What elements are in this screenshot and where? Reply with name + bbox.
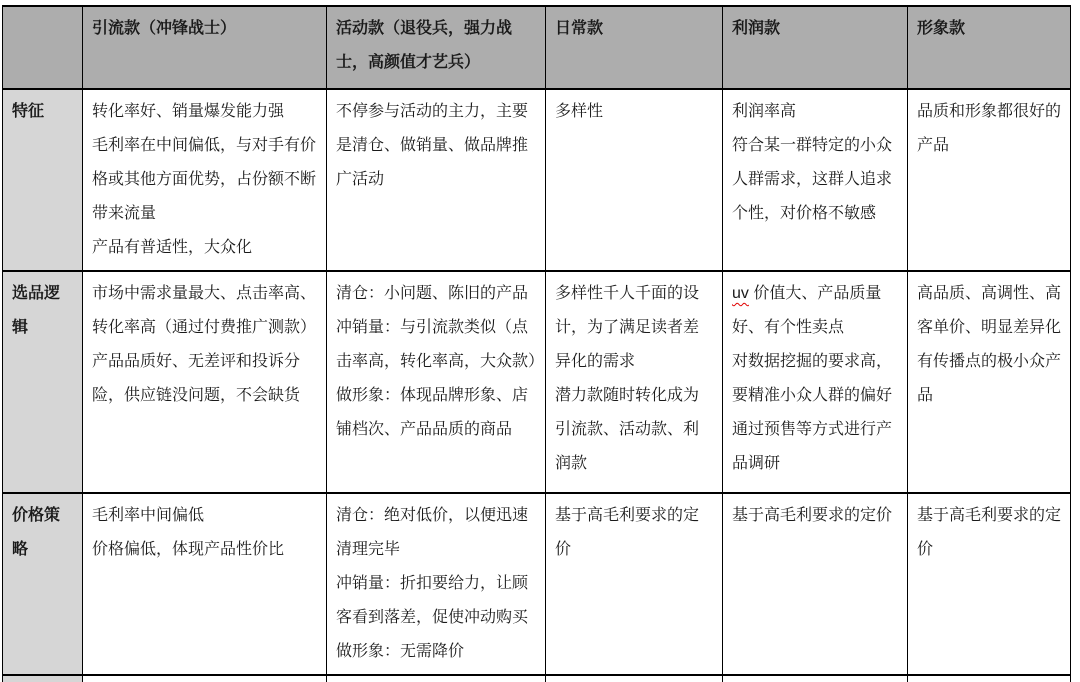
table-cell [83,675,327,682]
table-row [3,89,1071,271]
table-cell [327,271,546,493]
misspelled-word: uv [732,285,749,302]
product-strategy-table [2,5,1071,682]
column-header: 引流款（冲锋战士） [83,6,327,89]
cell-paragraph: 符合某一群特定的小众人群需求，这群人追求个性，对价格不敏感 [732,137,893,222]
table-header [3,6,1071,89]
cell-paragraph: 基于高毛利要求的定价 [732,507,893,524]
row-header: 价格策略 [3,493,83,675]
cell-paragraph: 冲销量：与引流款类似（点击率高，转化率高，大众款） [336,319,545,370]
cell-paragraph: 做形象：无需降价 [336,643,465,660]
table-cell [546,493,723,675]
header-row [3,6,1071,89]
cell-paragraph: 品质和形象都很好的产品 [917,103,1062,154]
table-cell [723,675,908,682]
column-header: 利润款 [723,6,908,89]
table-cell [327,493,546,675]
corner-cell [3,6,83,89]
cell-paragraph: 价格偏低，体现产品性价比 [92,541,285,558]
cell-paragraph: 清仓：小问题、陈旧的产品 [336,285,529,302]
table-cell [327,89,546,271]
cell-paragraph: 产品有普适性，大众化 [92,239,253,256]
cell-paragraph: 做形象：体现品牌形象、店铺档次、产品品质的商品 [336,387,529,438]
table-cell [723,89,908,271]
row-header [3,675,83,682]
table-row [3,493,1071,675]
table-cell [908,493,1071,675]
cell-paragraph: 有传播点的极小众产品 [917,353,1062,404]
cell-paragraph: 利润率高 [732,103,797,120]
cell-paragraph [732,277,898,345]
cell-paragraph: 多样性 [555,103,604,120]
cell-paragraph: 不停参与活动的主力，主要是清仓、做销量、做品牌推广活动 [336,103,529,188]
table-row [3,271,1071,493]
table-cell [723,493,908,675]
table-cell [83,89,327,271]
table-cell [546,271,723,493]
cell-paragraph: 毛利率中间偏低 [92,507,205,524]
cell-paragraph: 市场中需求量最大、点击率高、转化率高（通过付费推广测款） [92,285,317,336]
cell-paragraph: 冲销量：折扣要给力，让顾客看到落差，促使冲动购买 [336,575,529,626]
cell-paragraph: 转化率好、销量爆发能力强 [92,103,285,120]
column-header: 活动款（退役兵，强力战士，高颜值才艺兵） [327,6,546,89]
table-cell [723,271,908,493]
row-header: 特征 [3,89,83,271]
cell-paragraph: 通过预售等方式进行产品调研 [732,421,893,472]
table-cell [327,675,546,682]
cell-paragraph: 产品品质好、无差评和投诉分险，供应链没问题，不会缺货 [92,353,301,404]
cell-paragraph: 清仓：绝对低价，以便迅速清理完毕 [336,507,529,558]
paragraph-text: 价值大、产品质量好、有个性卖点 [732,285,882,336]
table-cell [908,89,1071,271]
table-cell [546,675,723,682]
table-cell [908,271,1071,493]
cell-paragraph: 基于高毛利要求的定价 [917,507,1062,558]
table-cell [546,89,723,271]
cell-paragraph: 对数据挖掘的要求高，要精准小众人群的偏好 [732,353,893,404]
cell-paragraph: 基于高毛利要求的定价 [555,507,700,558]
table-cell [908,675,1071,682]
column-header: 日常款 [546,6,723,89]
cell-paragraph: 毛利率在中间偏低，与对手有价格或其他方面优势，占份额不断带来流量 [92,137,317,222]
table-row [3,675,1071,682]
cell-paragraph: 潜力款随时转化成为引流款、活动款、利润款 [555,387,700,472]
row-header: 选品逻辑 [3,271,83,493]
table-body [3,89,1071,682]
table-cell [83,493,327,675]
table-cell [83,271,327,493]
cell-paragraph: 高品质、高调性、高客单价、明显差异化 [917,285,1062,336]
column-header: 形象款 [908,6,1071,89]
cell-paragraph: 多样性千人千面的设计，为了满足读者差异化的需求 [555,285,700,370]
